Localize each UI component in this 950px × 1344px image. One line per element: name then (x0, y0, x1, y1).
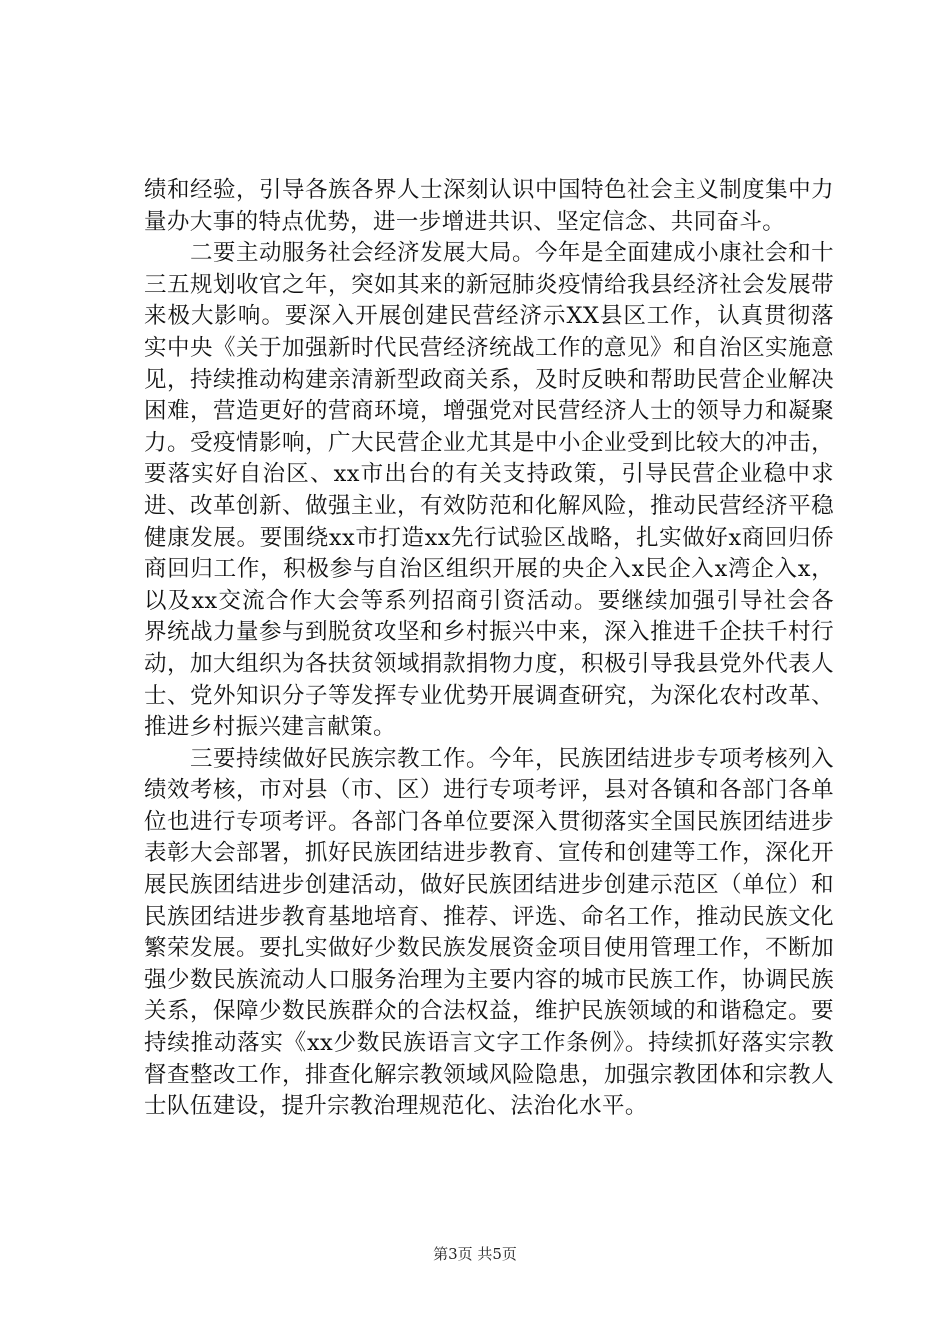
document-body (144, 175, 834, 1123)
paragraph-economic-development: 二要主动服务社会经济发展大局。今年是全面建成小康社会和十三五规划收官之年，突如其来的新冠肺炎疫情给我县经济社会发展带来极大影响。要深入开展创建民营经济示XX县区工作，认真贯彻落实中央《关于加强新时代民营经济统战工作的意见》和自治区实施意见，持续推动构建亲清新型政商关系，及时反映和帮助民营企业解决困难，营造更好的营商环境，增强党对民营经济人士的领导力和凝聚力。受疫情影响，广大民营企业尤其是中小企业受到比较大的冲击，要落实好自治区、xx市出台的有关支持政策，引导民营企业稳中求进、改革创新、做强主业，有效防范和化解风险，推动民营经济平稳健康发展。要围绕xx市打造xx先行试验区战略，扎实做好x商回归侨商回归工作，积极参与自治区组织开展的央企入x民企入x湾企入x，以及xx交流合作大会等系列招商引资活动。要继续加强引导社会各界统战力量参与到脱贫攻坚和乡村振兴中来，深入推进千企扶千村行动，加大组织为各扶贫领域捐款捐物力度，积极引导我县党外代表人士、党外知识分子等发挥专业优势开展调查研究，为深化农村改革、推进乡村振兴建言献策。 (144, 240, 834, 741)
paragraph-continuation: 绩和经验，引导各族各界人士深刻认识中国特色社会主义制度集中力量办大事的特点优势，进一步增进共识、坚定信念、共同奋斗。 (144, 177, 834, 235)
page-footer: 第3页 共5页 (433, 1245, 517, 1263)
paragraph-ethnic-religious-work: 三要持续做好民族宗教工作。今年，民族团结进步专项考核列入绩效考核，市对县（市、区）进行专项考评，县对各镇和各部门各单位也进行专项考评。各部门各单位要深入贯彻落实全国民族团结进步表彰大会部署，抓好民族团结进步教育、宣传和创建等工作，深化开展民族团结进步创建活动，做好民族团结进步创建示范区（单位）和民族团结进步教育基地培育、推荐、评选、命名工作，推动民族文化繁荣发展。要扎实做好少数民族发展资金项目使用管理工作，不断加强少数民族流动人口服务治理为主要内容的城市民族工作，协调民族关系，保障少数民族群众的合法权益，维护民族领域的和谐稳定。要持续推动落实《xx少数民族语言文字工作条例》。持续抓好落实宗教督查整改工作，排查化解宗教领域风险隐患，加强宗教团体和宗教人士队伍建设，提升宗教治理规范化、法治化水平。 (144, 745, 834, 1120)
